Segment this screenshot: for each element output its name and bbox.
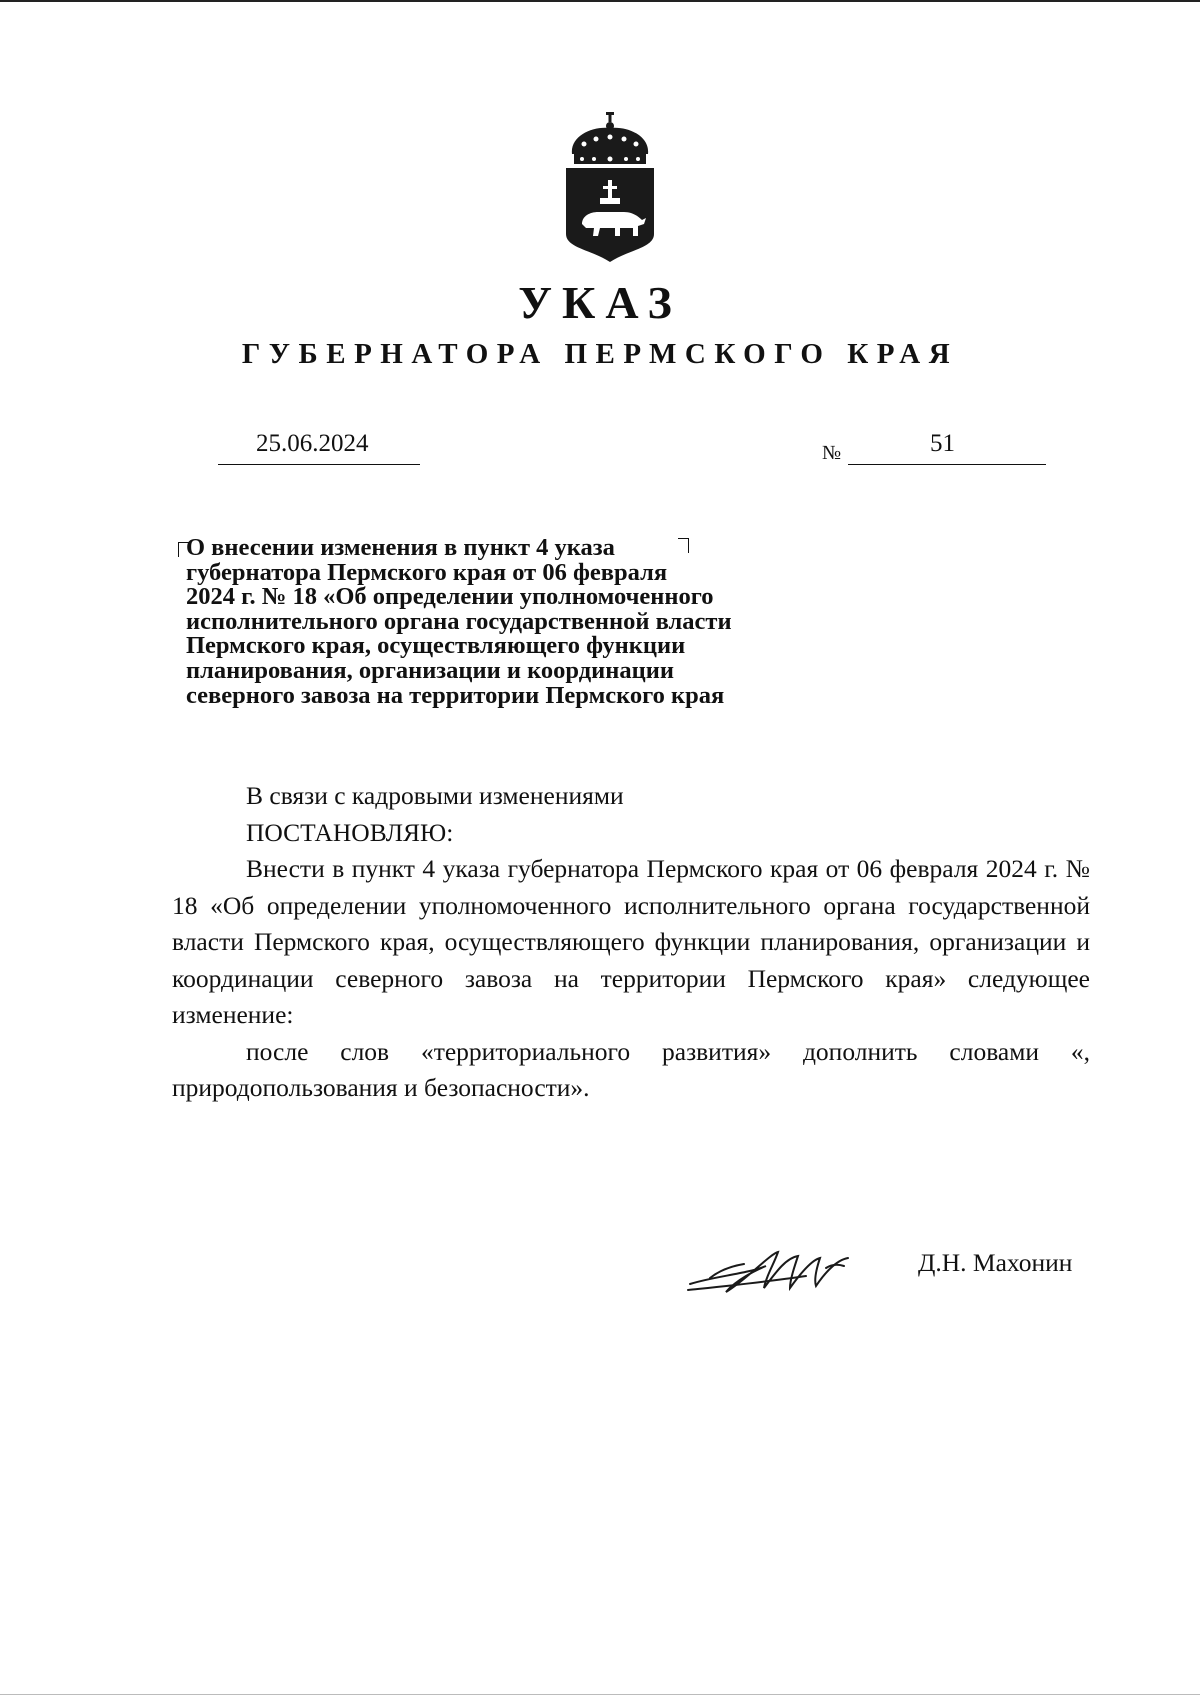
decree-keyword: ПОСТАНОВЛЯЮ: <box>246 817 454 847</box>
document-title: УКАЗ <box>518 277 682 328</box>
document-heading <box>186 536 866 708</box>
heading-line: исполнительного органа государственной власти <box>186 607 732 635</box>
page-edge-bottom <box>0 1694 1200 1695</box>
heading-line: 2024 г. № 18 «Об определении уполномоченного <box>186 583 714 611</box>
page-edge-top <box>0 0 1200 2</box>
heading-line: О внесении изменения в пункт 4 указа <box>186 534 615 561</box>
document-number: 51 <box>930 430 955 457</box>
body-paragraph: Внести в пункт 4 указа губернатора Пермского края от 06 февраля 2024 г. № 18 «Об определении уполномоченного исполнительного органа государственной власти Пермского края, осуществляющего функции планирования, организации и координации северного завоза на территории Пермского края» следующее изменение: <box>172 854 1090 1029</box>
heading-line: северного завоза на территории Пермского края <box>186 681 725 709</box>
heading-line: Пермского края, осуществляющего функции <box>186 632 686 660</box>
date-field <box>218 428 420 465</box>
body-paragraph: после слов «территориального развития» дополнить словами «, природопользования и безопасности». <box>172 1036 1090 1102</box>
signature <box>686 1240 852 1300</box>
document-date: 25.06.2024 <box>256 430 369 457</box>
document-subtitle: ГУБЕРНАТОРА ПЕРМСКОГО КРАЯ <box>241 338 959 370</box>
document-body <box>172 778 1090 1107</box>
heading-line: планирования, организации и координации <box>186 656 674 684</box>
number-label: № <box>822 442 842 464</box>
number-field <box>848 428 1046 465</box>
heading-line: губернатора Пермского края от 06 февраля <box>186 558 668 586</box>
coat-of-arms-icon <box>562 112 658 264</box>
body-paragraph: В связи с кадровыми изменениями <box>246 781 624 810</box>
signer-name: Д.Н. Махонин <box>918 1248 1073 1277</box>
